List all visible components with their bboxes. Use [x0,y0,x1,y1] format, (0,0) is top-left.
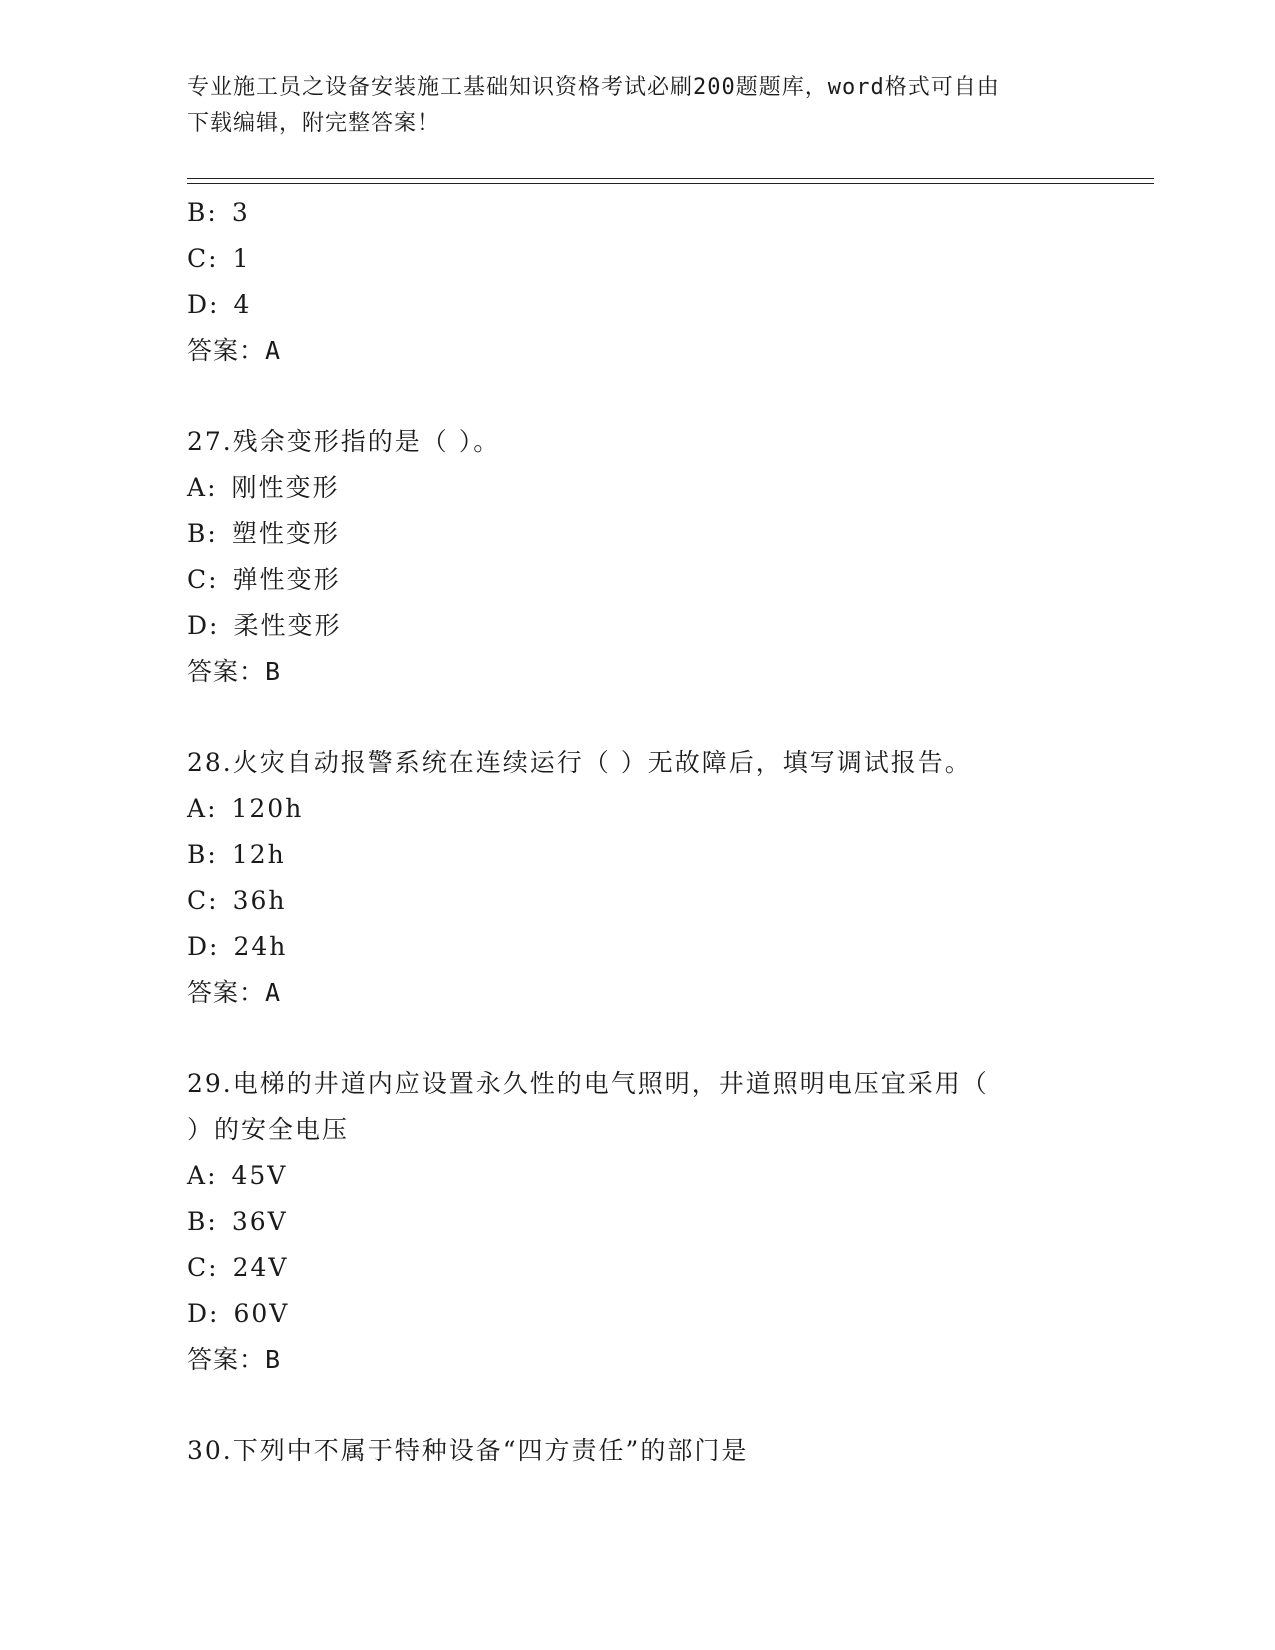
option-d: D: 柔性变形 [187,611,342,640]
question-number: 29. [187,1069,233,1098]
question-30 [187,1428,1067,1474]
question-number: 27. [187,427,233,456]
option-c: C: 弹性变形 [187,565,341,594]
header-title-line-1: 专业施工员之设备安装施工基础知识资格考试必刷200题题库，word格式可自由 [187,75,1000,100]
question-text: 残余变形指的是（ ）。 [232,427,501,456]
question-text: 火灾自动报警系统在连续运行（ ）无故障后，填写调试报告。 [232,748,972,777]
header-divider-bottom [187,183,1154,184]
question-29 [187,1061,1067,1383]
option-d: D: 24h [187,932,288,961]
question-stem-continued [187,1107,1067,1153]
question-number: 28. [187,748,233,777]
question-text: 下列中不属于特种设备“四方责任”的部门是 [232,1436,749,1465]
option-c: C: 1 [187,244,251,273]
option-b: B: 塑性变形 [187,519,340,548]
question-28 [187,740,1067,1016]
question-stem [187,419,1067,465]
option-d: D: 60V [187,1299,290,1328]
answer-line [187,328,1067,374]
option-a: A: 120h [187,794,304,823]
question-list [187,190,1067,1474]
answer-value: A [265,978,282,1007]
question-text: 电梯的井道内应设置永久性的电气照明，井道照明电压宜采用（ [232,1069,989,1098]
answer-prefix: 答案： [187,978,266,1007]
answer-line [187,970,1067,1016]
header-title-line-2: 下载编辑，附完整答案！ [187,111,441,136]
question-text-continued: ）的安全电压 [187,1115,350,1144]
option-a: A: 刚性变形 [187,473,340,502]
answer-value: B [265,1345,282,1374]
option-c: C: 36h [187,886,287,915]
option-d: D: 4 [187,290,252,319]
question-stem [187,740,1067,786]
answer-value: A [265,336,282,365]
answer-prefix: 答案： [187,336,266,365]
question-26-fragment [187,190,1067,374]
document-header [187,70,1087,142]
option-b: B: 12h [187,840,286,869]
question-number: 30. [187,1436,233,1465]
answer-line [187,649,1067,695]
answer-value: B [265,657,282,686]
answer-prefix: 答案： [187,657,266,686]
option-b: B: 3 [187,198,250,227]
header-divider-top [187,178,1154,179]
option-c: C: 24V [187,1253,289,1282]
answer-line [187,1337,1067,1383]
question-stem [187,1061,1067,1107]
question-27 [187,419,1067,695]
answer-prefix: 答案： [187,1345,266,1374]
question-stem [187,1428,1067,1474]
option-a: A: 45V [187,1161,288,1190]
option-b: B: 36V [187,1207,288,1236]
